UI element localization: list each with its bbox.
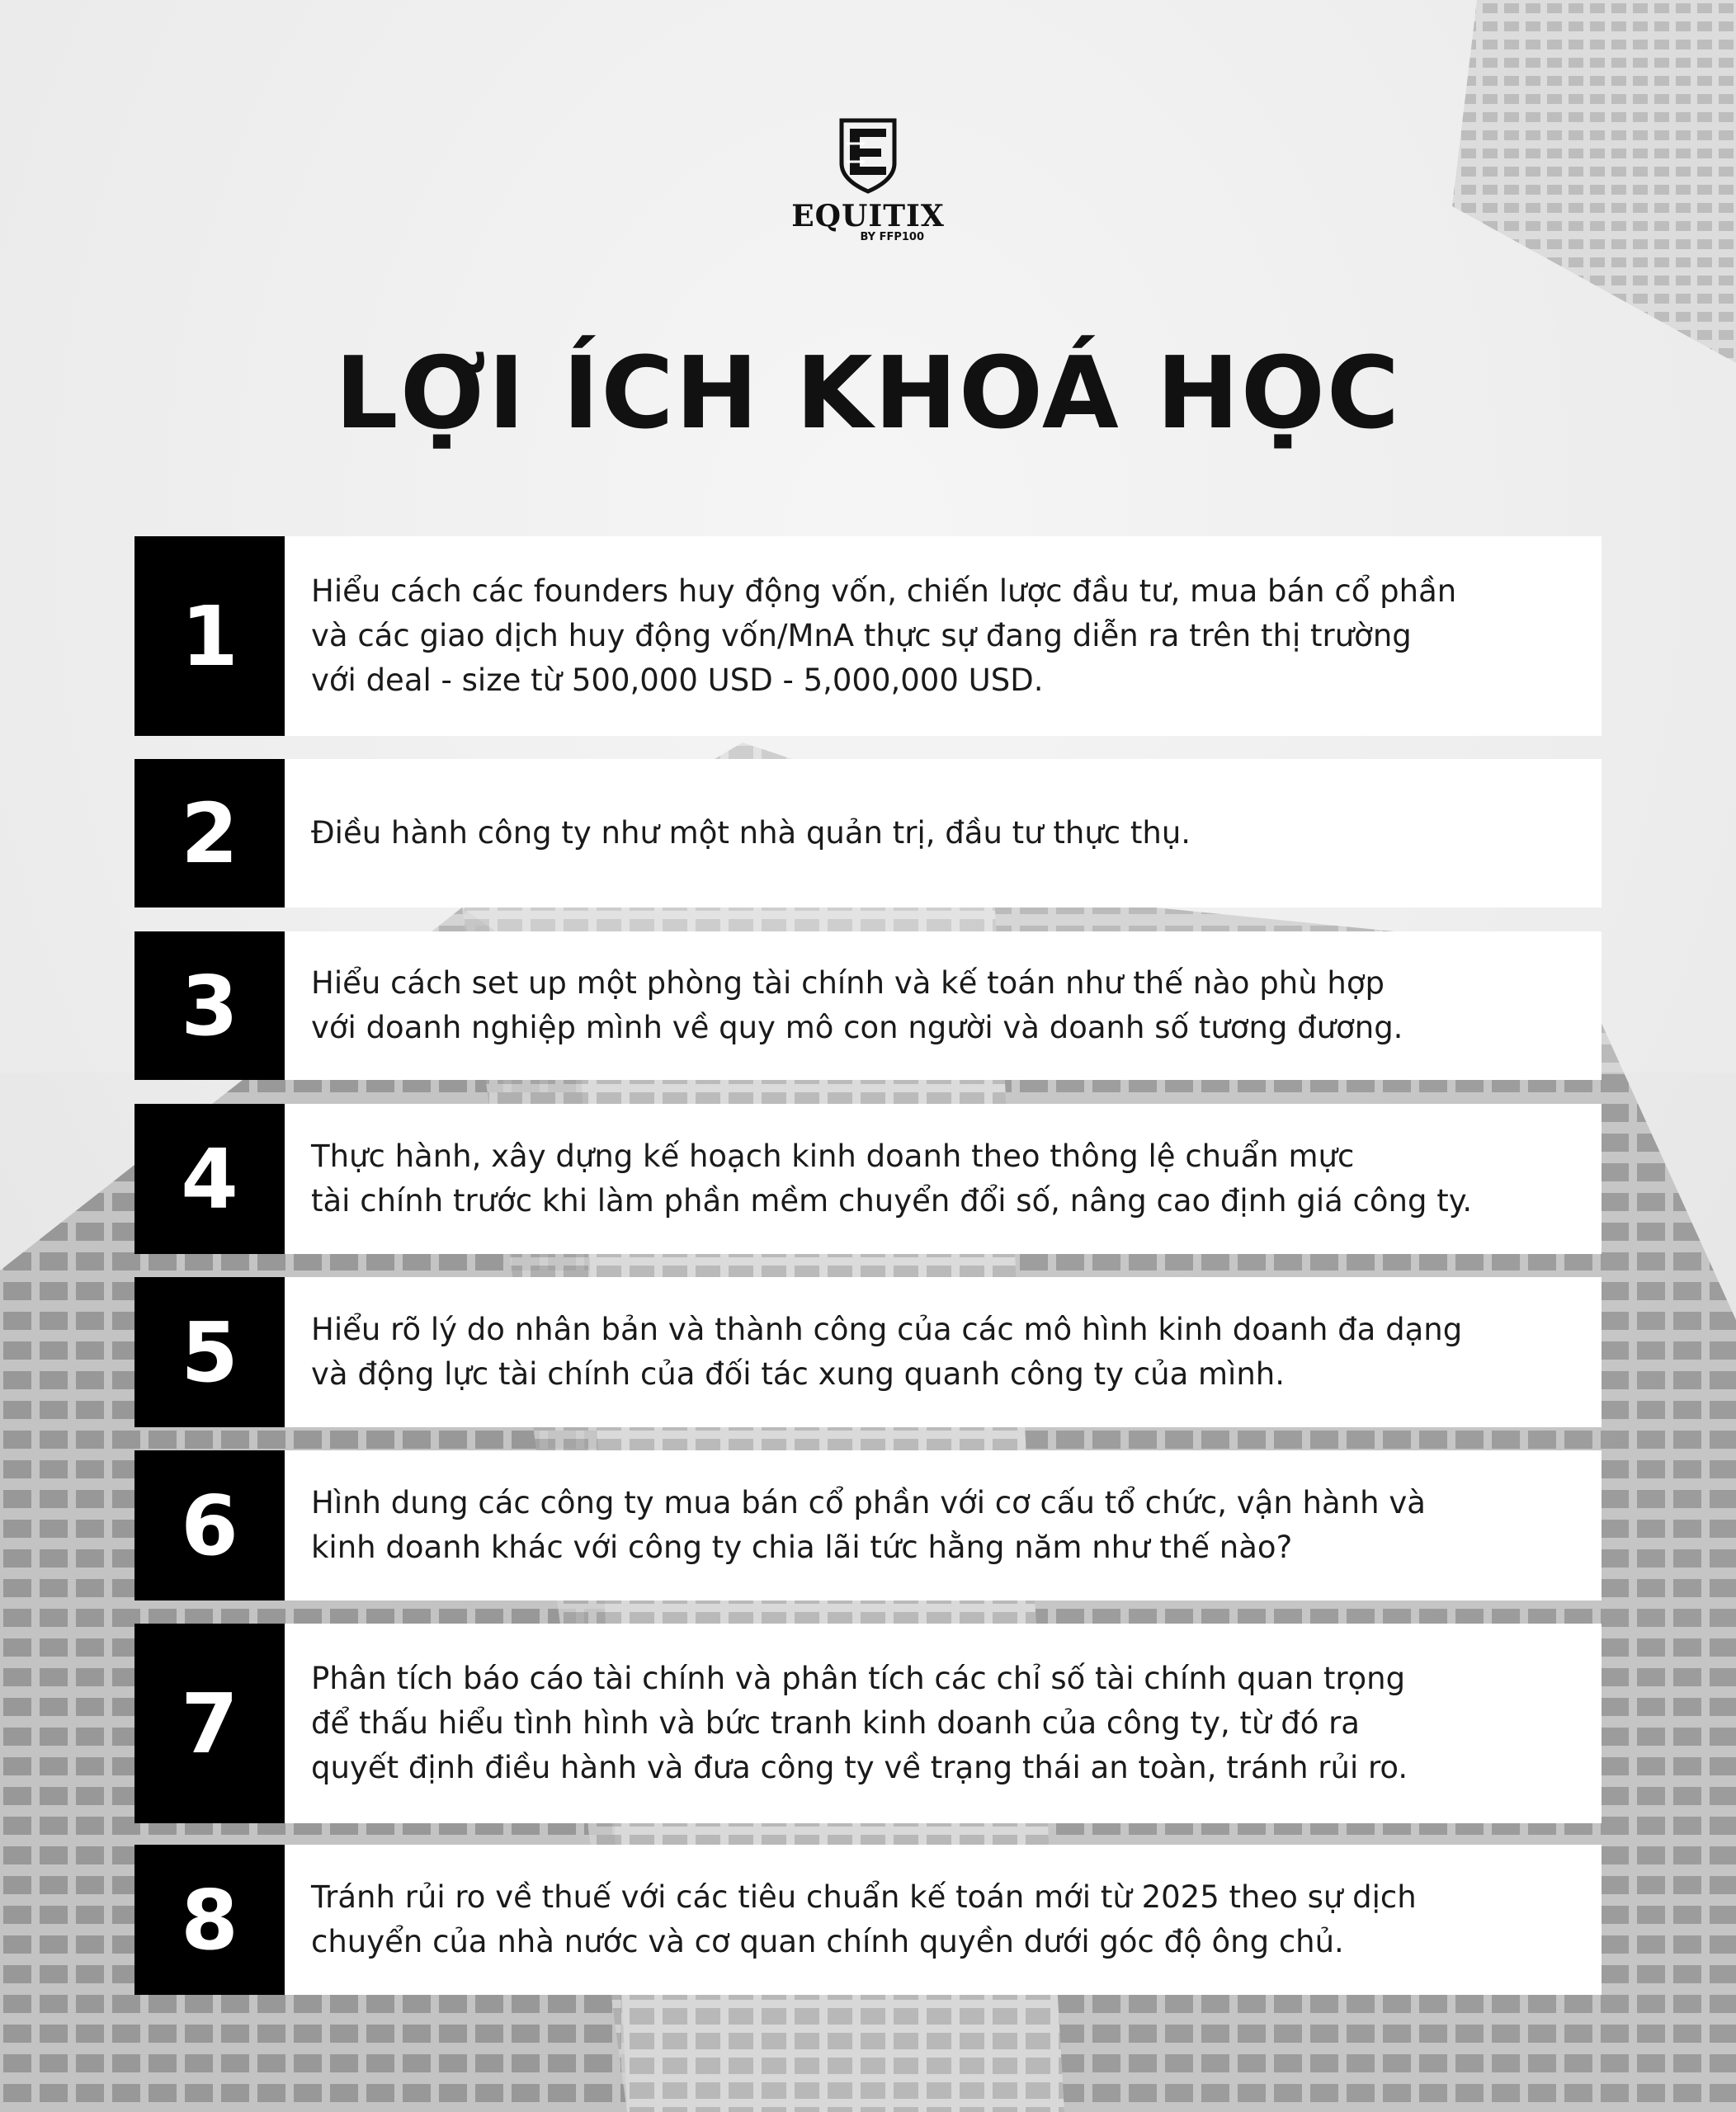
benefit-text [285, 1624, 1602, 1823]
benefit-text-line: với doanh nghiệp mình về quy mô con người và doanh số tương đương. [311, 1010, 1403, 1045]
benefit-text-line: Hình dung các công ty mua bán cổ phần với cơ cấu tổ chức, vận hành và [311, 1485, 1426, 1520]
benefit-text [285, 1277, 1602, 1427]
benefit-text-line: Hiểu rõ lý do nhân bản và thành công của các mô hình kinh doanh đa dạng [311, 1312, 1463, 1347]
benefit-card-7 [134, 1624, 1602, 1823]
benefit-text [285, 931, 1602, 1080]
brand-byline: BY FFP100 [860, 231, 924, 243]
benefit-number: 5 [134, 1277, 285, 1427]
shield-logo-icon [835, 116, 901, 195]
benefit-text-line: Hiểu cách các founders huy động vốn, chiến lược đầu tư, mua bán cổ phần [311, 573, 1457, 609]
benefit-text [285, 1845, 1602, 1995]
benefit-text-line: quyết định điều hành và đưa công ty về trạng thái an toàn, tránh rủi ro. [311, 1750, 1408, 1785]
benefit-text-line: Điều hành công ty như một nhà quản trị, đầu tư thực thụ. [311, 815, 1191, 851]
benefit-number: 1 [134, 536, 285, 736]
page-title: LỢI ÍCH KHOÁ HỌC [335, 337, 1401, 451]
benefit-text-line: Phân tích báo cáo tài chính và phân tích các chỉ số tài chính quan trọng [311, 1661, 1406, 1696]
benefit-text [285, 1450, 1602, 1600]
benefit-text-line: tài chính trước khi làm phần mềm chuyển đổi số, nâng cao định giá công ty. [311, 1183, 1473, 1219]
benefit-text-line: chuyển của nhà nước và cơ quan chính quyền dưới góc độ ông chủ. [311, 1924, 1344, 1959]
benefit-text-line: với deal - size từ 500,000 USD - 5,000,000 USD. [311, 662, 1044, 698]
benefit-text-line: Hiểu cách set up một phòng tài chính và kế toán như thế nào phù hợp [311, 965, 1385, 1001]
benefit-card-6 [134, 1450, 1602, 1600]
benefit-number: 2 [134, 759, 285, 908]
benefit-text-line: kinh doanh khác với công ty chia lãi tức hằng năm như thế nào? [311, 1530, 1293, 1565]
brand-name: EQUITIX [791, 199, 945, 233]
benefit-text-line: và các giao dịch huy động vốn/MnA thực sự đang diễn ra trên thị trường [311, 618, 1412, 653]
benefit-number: 4 [134, 1104, 285, 1254]
benefit-number: 6 [134, 1450, 285, 1600]
benefit-card-5 [134, 1277, 1602, 1427]
benefit-text [285, 759, 1602, 908]
benefit-number: 7 [134, 1624, 285, 1823]
benefit-text-line: Tránh rủi ro về thuế với các tiêu chuẩn kế toán mới từ 2025 theo sự dịch [311, 1879, 1417, 1915]
benefit-number: 8 [134, 1845, 285, 1995]
equitix-logo [785, 116, 951, 264]
benefit-text-line: và động lực tài chính của đối tác xung quanh công ty của mình. [311, 1356, 1285, 1392]
benefit-number: 3 [134, 931, 285, 1080]
benefit-text-line: để thấu hiểu tình hình và bức tranh kinh doanh của công ty, từ đó ra [311, 1705, 1360, 1741]
benefit-card-2 [134, 759, 1602, 908]
benefit-card-1 [134, 536, 1602, 736]
benefit-text-line: Thực hành, xây dựng kế hoạch kinh doanh theo thông lệ chuẩn mực [311, 1138, 1355, 1174]
benefit-card-4 [134, 1104, 1602, 1254]
benefit-card-8 [134, 1845, 1602, 1995]
benefit-text [285, 1104, 1602, 1254]
benefit-card-3 [134, 931, 1602, 1080]
benefit-text [285, 536, 1602, 736]
